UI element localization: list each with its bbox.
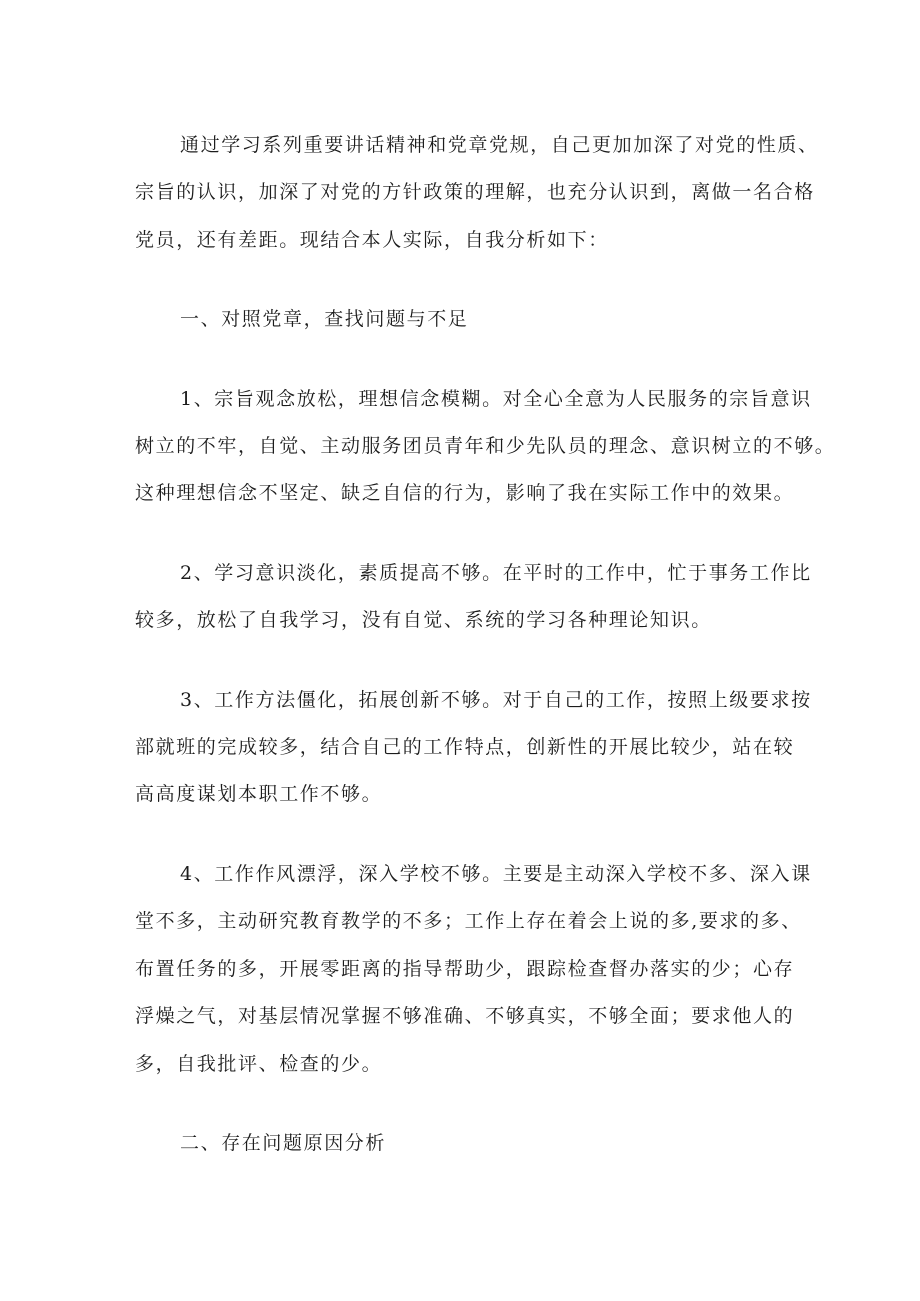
item-4-line-4: 浮燥之气，对基层情况掌握不够准确、不够真实，不够全面；要求他人的 — [135, 1005, 795, 1028]
item-3-line-1: 3、工作方法僵化，拓展创新不够。对于自己的工作，按照上级要求按 — [180, 688, 812, 711]
item-4-line-5: 多，自我批评、检查的少。 — [135, 1052, 383, 1075]
item-4-line-3: 布置任务的多，开展零距离的指导帮助少，跟踪检查督办落实的少；心存 — [135, 957, 795, 980]
item-1-line-1: 1、宗旨观念放松，理想信念模糊。对全心全意为人民服务的宗旨意识 — [180, 387, 812, 410]
item-3-line-2: 部就班的完成较多，结合自己的工作特点，创新性的开展比较少，站在较 — [135, 736, 795, 759]
item-1-line-2: 树立的不牢，自觉、主动服务团员青年和少先队员的理念、意识树立的不够。 — [135, 435, 836, 458]
intro-line-2: 宗旨的认识，加深了对党的方针政策的理解，也充分认识到，离做一名合格 — [135, 181, 815, 204]
item-1-line-3: 这种理想信念不坚定、缺乏自信的行为，影响了我在实际工作中的效果。 — [135, 482, 795, 505]
intro-line-1: 通过学习系列重要讲话精神和党章党规，自己更加加深了对党的性质、 — [180, 134, 819, 156]
item-2-line-2: 较多，放松了自我学习，没有自觉、系统的学习各种理论知识。 — [135, 609, 712, 632]
intro-line-3: 党员，还有差距。现结合本人实际，自我分析如下： — [135, 228, 609, 251]
item-4-paragraph — [135, 851, 812, 1088]
item-2-paragraph — [135, 550, 812, 645]
item-4-line-1: 4、工作作风漂浮，深入学校不够。主要是主动深入学校不多、深入课 — [180, 862, 812, 885]
intro-paragraph — [135, 122, 819, 264]
item-2-line-1: 2、学习意识淡化，素质提高不够。在平时的工作中，忙于事务工作比 — [180, 561, 812, 584]
item-4-line-2: 堂不多，主动研究教育教学的不多；工作上存在着会上说的多,要求的多、 — [135, 910, 802, 933]
item-3-paragraph — [135, 677, 812, 819]
section-heading-2: 二、存在问题原因分析 — [180, 1131, 387, 1154]
item-3-line-3: 高高度谋划本职工作不够。 — [135, 783, 383, 806]
section-heading-1: 一、对照党章，查找问题与不足 — [180, 308, 469, 331]
item-1-paragraph — [135, 376, 836, 518]
